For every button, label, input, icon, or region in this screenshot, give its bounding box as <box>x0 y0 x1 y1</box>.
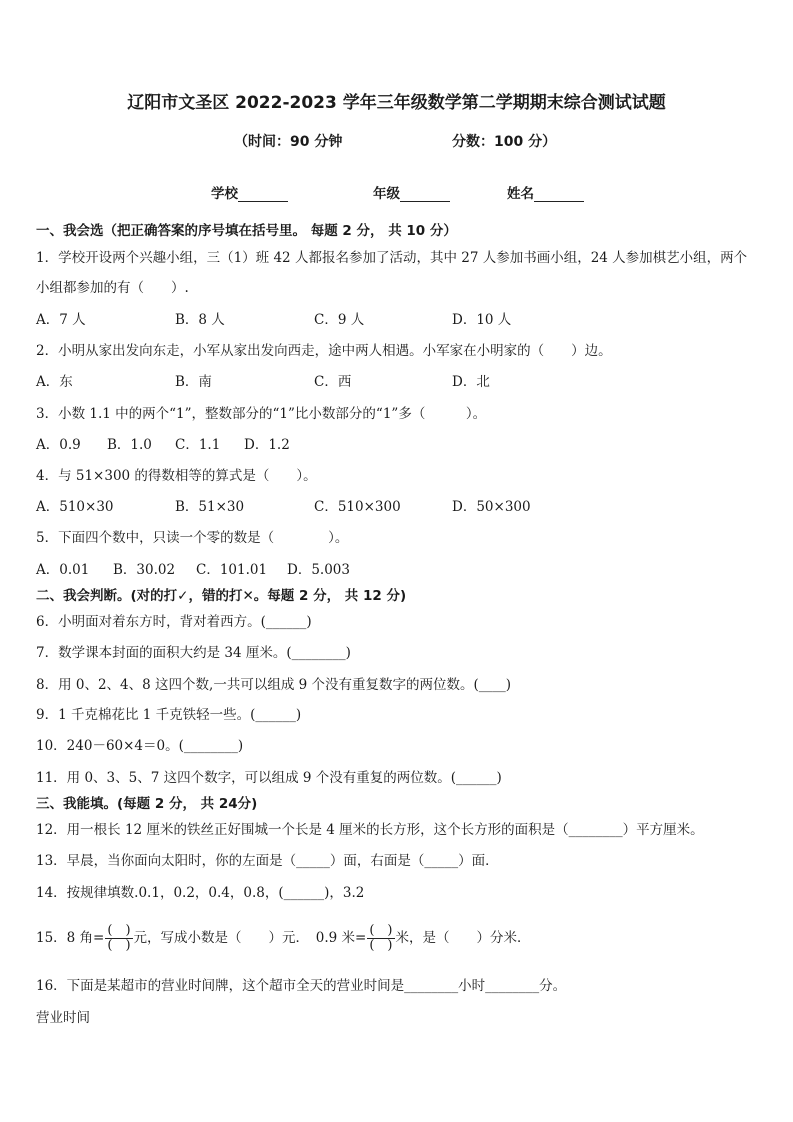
option-5a[interactable]: A．0.01 <box>36 562 90 578</box>
option-5b[interactable]: B．30.02 <box>113 562 176 578</box>
grade-blank[interactable] <box>400 187 450 202</box>
question-2: 2．小明从家出发向东走，小军从家出发向西走，途中两人相遇。小军家在小明家的（ ）边。 <box>36 343 612 359</box>
question-15-part-c: 米，是（ ）分米． <box>395 930 531 946</box>
exam-time: （时间：90 分钟 <box>234 134 343 150</box>
question-15-part-a: 15．8 角= <box>36 930 105 946</box>
name-label: 姓名 <box>507 186 534 202</box>
option-2a[interactable]: A．东 <box>36 374 73 390</box>
fraction-meter-denominator[interactable]: ( ) <box>369 938 393 953</box>
option-4a[interactable]: A．510×30 <box>36 499 114 515</box>
school-field[interactable] <box>211 182 288 202</box>
option-2b[interactable]: B．南 <box>175 374 212 390</box>
section-1-heading: 一、我会选（把正确答案的序号填在括号里。 每题 2 分， 共 10 分） <box>36 223 457 239</box>
option-4c[interactable]: C．510×300 <box>314 499 401 515</box>
page-title: 辽阳市文圣区 2022-2023 学年三年级数学第二学期期末综合测试试题 <box>127 93 666 113</box>
option-3a[interactable]: A．0.9 <box>36 437 81 453</box>
question-15-part-b: 元，写成小数是（ ）元． 0.9 米= <box>133 930 367 946</box>
section-3-heading: 三、我能填。(每题 2 分， 共 24分) <box>36 796 258 812</box>
option-4d[interactable]: D．50×300 <box>452 499 531 515</box>
section-2-heading: 二、我会判断。(对的打✓，错的打✕。每题 2 分， 共 12 分) <box>36 588 407 604</box>
option-3c[interactable]: C．1.1 <box>175 437 221 453</box>
question-3: 3．小数 1.1 中的两个“1”，整数部分的“1”比小数部分的“1”多（ ）。 <box>36 406 487 422</box>
fraction-meter[interactable] <box>367 924 394 953</box>
option-1a[interactable]: A．7 人 <box>36 312 86 328</box>
question-11[interactable]: 11．用 0、3、5、7 这四个数字，可以组成 9 个没有重复的两位数。(______) <box>36 770 502 786</box>
option-1b[interactable]: B．8 人 <box>175 312 225 328</box>
exam-score: 分数：100 分） <box>452 134 557 150</box>
question-1-line-1: 1．学校开设两个兴趣小组，三（1）班 42 人都报名参加了活动，其中 27 人参加书画小组，24 人参加棋艺小组，两个 <box>36 250 748 266</box>
option-2c[interactable]: C．西 <box>314 374 352 390</box>
question-9[interactable]: 9．1 千克棉花比 1 千克铁轻一些。(______) <box>36 707 302 723</box>
option-1c[interactable]: C．9 人 <box>314 312 365 328</box>
question-8[interactable]: 8．用 0、2、4、8 这四个数,一共可以组成 9 个没有重复数字的两位数。(____) <box>36 677 512 693</box>
question-12[interactable]: 12．用一根长 12 厘米的铁丝正好围城一个长是 4 厘米的长方形，这个长方形的面积是（________）平方厘米。 <box>36 822 704 838</box>
question-14[interactable]: 14．按规律填数.0.1，0.2，0.4，0.8，(______)，3.2 <box>36 885 365 901</box>
option-3b[interactable]: B．1.0 <box>107 437 152 453</box>
question-5: 5．下面四个数中，只读一个零的数是（ ）。 <box>36 530 349 546</box>
question-4: 4．与 51×300 的得数相等的算式是（ ）。 <box>36 468 317 484</box>
question-7[interactable]: 7．数学课本封面的面积大约是 34 厘米。(________) <box>36 645 351 661</box>
question-6[interactable]: 6．小明面对着东方时，背对着西方。(______) <box>36 614 312 630</box>
name-field[interactable] <box>507 182 584 202</box>
school-label: 学校 <box>211 186 238 202</box>
business-hours-caption: 营业时间 <box>36 1010 90 1026</box>
fraction-yuan[interactable] <box>105 924 132 953</box>
grade-field[interactable] <box>373 182 450 202</box>
grade-label: 年级 <box>373 186 400 202</box>
name-blank[interactable] <box>534 187 584 202</box>
question-16[interactable]: 16．下面是某超市的营业时间牌，这个超市全天的营业时间是________小时________分。 <box>36 978 567 994</box>
question-13[interactable]: 13．早晨，当你面向太阳时，你的左面是（_____）面，右面是（_____）面． <box>36 853 499 869</box>
option-5d[interactable]: D．5.003 <box>287 562 350 578</box>
option-4b[interactable]: B．51×30 <box>175 499 245 515</box>
school-blank[interactable] <box>238 187 288 202</box>
option-5c[interactable]: C．101.01 <box>196 562 268 578</box>
question-15[interactable] <box>36 918 531 958</box>
option-3d[interactable]: D．1.2 <box>244 437 290 453</box>
question-1-line-2: 小组都参加的有（ ）. <box>36 280 189 296</box>
option-1d[interactable]: D．10 人 <box>452 312 512 328</box>
option-2d[interactable]: D．北 <box>452 374 490 390</box>
question-10[interactable]: 10．240－60×4＝0。(________) <box>36 738 244 754</box>
fraction-yuan-denominator[interactable]: ( ) <box>107 938 131 953</box>
fraction-yuan-numerator[interactable]: ( ) <box>107 923 131 938</box>
fraction-meter-numerator[interactable]: ( ) <box>369 923 393 938</box>
